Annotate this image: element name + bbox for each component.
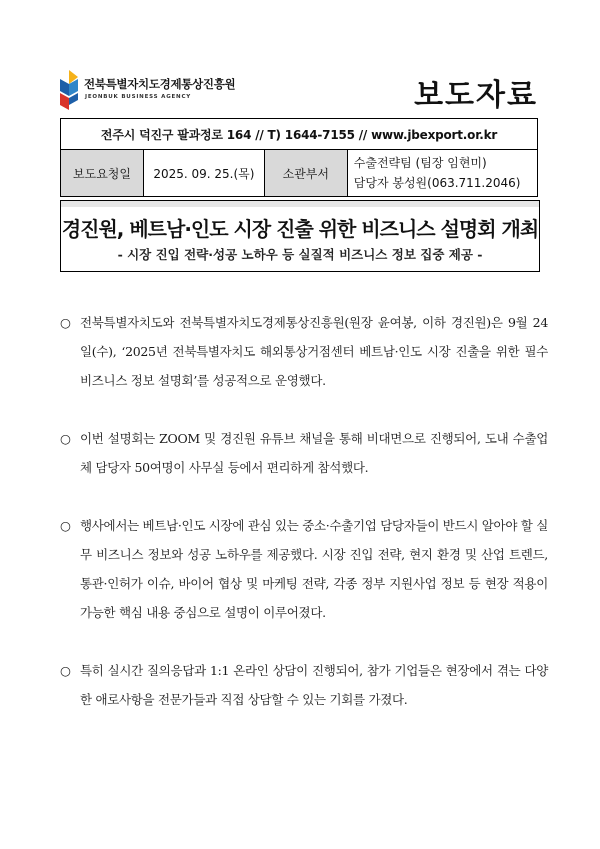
article-paragraph: [60, 308, 548, 395]
circle-bullet-icon: ○: [60, 663, 71, 678]
headline-box: [60, 200, 540, 272]
paragraph-text: 특히 실시간 질의응답과 1:1 온라인 상담이 진행되어, 참가 기업들은 현장에서 겪는 다양한 애로사항을 전문가들과 직접 상담할 수 있는 기회를 가졌다.: [80, 663, 548, 707]
article-paragraph: [60, 656, 548, 714]
department-contact: [347, 150, 537, 197]
headline-title: 경진원, 베트남·인도 시장 진출 위한 비즈니스 설명회 개최: [61, 217, 539, 241]
article-paragraph: [60, 511, 548, 627]
circle-bullet-icon: ○: [60, 315, 71, 330]
organization-logo-icon: [58, 70, 80, 110]
paragraph-text: 행사에서는 베트남·인도 시장에 관심 있는 중소·수출기업 담당자들이 반드시 알아야 할 실무 비즈니스 정보와 성공 노하우를 제공했다. 시장 진입 전략, 현지 환경 및 산업 트렌드, 통관·인허가 이슈, 바이어 협상 및 마케팅 전략, 각종 정부 지원사업 정보 등 현장 적용이 가능한 핵심 내용 중심으로 설명이 이루어졌다.: [80, 518, 548, 620]
circle-bullet-icon: ○: [60, 518, 71, 533]
headline-subtitle: - 시장 진입 전략·성공 노하우 등 실질적 비즈니스 정보 집중 제공 -: [117, 247, 483, 262]
article-body: [60, 308, 548, 743]
article-paragraph: [60, 424, 548, 482]
organization-name-en: JEONBUK BUSINESS AGENCY: [85, 94, 192, 100]
circle-bullet-icon: ○: [60, 431, 71, 446]
press-info-table: [60, 118, 538, 197]
department-label: 소관부서: [264, 150, 347, 197]
paragraph-text: 전북특별자치도와 전북특별자치도경제통상진흥원(원장 윤여봉, 이하 경진원)은 9월 24일(수), ‘2025년 전북특별자치도 해외통상거점센터 베트남·인도 시장 진출을 위한 필수 비즈니스 정보 설명회’를 성공적으로 운영했다.: [80, 315, 548, 388]
paragraph-text: 이번 설명회는 ZOOM 및 경진원 유튜브 채널을 통해 비대면으로 진행되어, 도내 수출업체 담당자 50여명이 사무실 등에서 편리하게 참석했다.: [80, 431, 548, 475]
document-header: [58, 68, 538, 118]
request-date-value: 2025. 09. 25.(목): [144, 150, 265, 197]
organization-logo: [58, 70, 258, 114]
request-date-label: 보도요청일: [61, 150, 144, 197]
department-contact-person: 담당자 봉성원(063.711.2046): [353, 176, 521, 190]
contact-address-line: 전주시 덕진구 팔과정로 164 // T) 1644-7155 // www.jbexport.or.kr: [61, 119, 538, 150]
organization-name-ko: 전북특별자치도경제통상진흥원: [84, 77, 236, 91]
document-type-title: 보도자료: [414, 78, 538, 113]
department-team: 수출전략팀 (팀장 임현미): [353, 156, 487, 170]
headline-shade-bar: [61, 201, 539, 207]
